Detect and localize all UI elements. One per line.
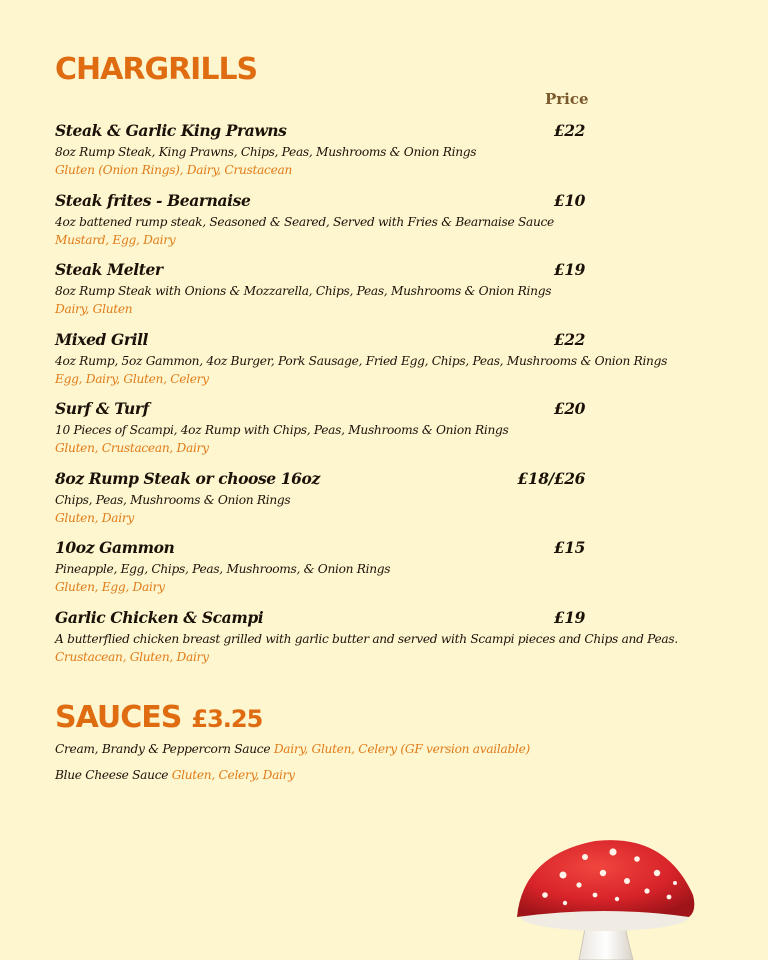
section-title-chargrills: CHARGRILLS <box>55 52 258 87</box>
sauces-price: £3.25 <box>191 705 263 733</box>
item-allergens: Gluten, Egg, Dairy <box>55 580 165 594</box>
menu-item <box>55 260 695 318</box>
item-price: £15 <box>553 538 585 557</box>
item-price: £19 <box>553 260 585 279</box>
mushroom-illustration-icon <box>505 825 705 960</box>
sauce-name: Cream, Brandy & Peppercorn Sauce <box>55 742 271 756</box>
menu-item <box>55 538 695 596</box>
item-description: 8oz Rump Steak with Onions & Mozzarella, Chips, Peas, Mushrooms & Onion Rings <box>55 284 552 298</box>
item-price: £18/£26 <box>517 469 585 488</box>
sauce-allergens: Dairy, Gluten, Celery (GF version available) <box>273 742 530 756</box>
item-description: 10 Pieces of Scampi, 4oz Rump with Chips, Peas, Mushrooms & Onion Rings <box>55 423 509 437</box>
item-name: Garlic Chicken & Scampi <box>55 608 264 627</box>
item-name: Steak frites - Bearnaise <box>55 191 251 210</box>
item-allergens: Crustacean, Gluten, Dairy <box>55 650 209 664</box>
sauce-name: Blue Cheese Sauce <box>55 768 169 782</box>
item-name: Mixed Grill <box>55 330 149 349</box>
sauce-item <box>55 768 295 782</box>
item-allergens: Gluten, Dairy <box>55 511 134 525</box>
item-allergens: Gluten, Crustacean, Dairy <box>55 441 209 455</box>
sauces-heading: SAUCES <box>55 700 182 735</box>
item-description: 8oz Rump Steak, King Prawns, Chips, Peas, Mushrooms & Onion Rings <box>55 145 477 159</box>
item-price: £20 <box>553 399 585 418</box>
item-name: Steak Melter <box>55 260 163 279</box>
sauce-allergens: Gluten, Celery, Dairy <box>171 768 295 782</box>
item-allergens: Dairy, Gluten <box>55 302 133 316</box>
menu-item <box>55 191 695 249</box>
item-description: Chips, Peas, Mushrooms & Onion Rings <box>55 493 291 507</box>
menu-item <box>55 399 695 457</box>
item-description: Pineapple, Egg, Chips, Peas, Mushrooms, & Onion Rings <box>55 562 391 576</box>
item-allergens: Gluten (Onion Rings), Dairy, Crustacean <box>55 163 292 177</box>
menu-item <box>55 330 695 388</box>
item-name: 8oz Rump Steak or choose 16oz <box>55 469 320 488</box>
price-column-heading: Price <box>545 90 589 108</box>
item-price: £10 <box>553 191 585 210</box>
item-name: Surf & Turf <box>55 399 149 418</box>
item-price: £19 <box>553 608 585 627</box>
item-price: £22 <box>553 330 585 349</box>
item-allergens: Egg, Dairy, Gluten, Celery <box>55 372 209 386</box>
sauce-item <box>55 742 530 756</box>
item-description: 4oz Rump, 5oz Gammon, 4oz Burger, Pork Sausage, Fried Egg, Chips, Peas, Mushrooms & Onion Rings <box>55 354 668 368</box>
item-price: £22 <box>553 121 585 140</box>
item-allergens: Mustard, Egg, Dairy <box>55 233 176 247</box>
item-description: A butterflied chicken breast grilled with garlic butter and served with Scampi pieces and Chips and Peas. <box>55 632 678 646</box>
section-title-sauces <box>55 700 262 735</box>
item-description: 4oz battened rump steak, Seasoned & Seared, Served with Fries & Bearnaise Sauce <box>55 215 554 229</box>
menu-item <box>55 121 695 179</box>
item-name: 10oz Gammon <box>55 538 175 557</box>
menu-item <box>55 469 695 527</box>
item-name: Steak & Garlic King Prawns <box>55 121 287 140</box>
menu-item <box>55 608 695 666</box>
